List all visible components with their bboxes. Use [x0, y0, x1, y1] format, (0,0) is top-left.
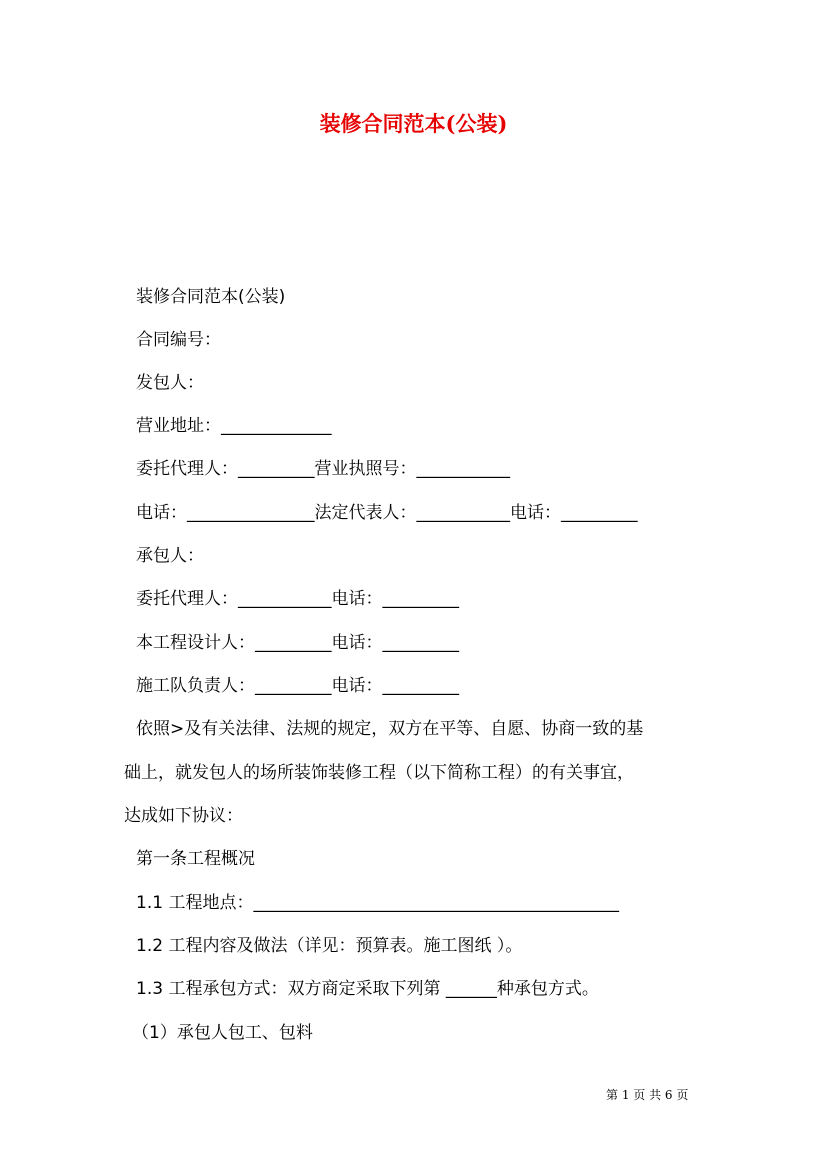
contract-heading: 装修合同范本(公装) [136, 287, 286, 307]
preamble-line-2: 础上，就发包人的场所装饰装修工程（以下简称工程）的有关事宜， [124, 763, 634, 783]
page-number: 第 1 页 共 6 页 [606, 1088, 689, 1102]
client-line: 发包人： [136, 373, 204, 393]
article-1-heading: 第一条工程概况 [136, 849, 255, 869]
team-leader-line: 施工队负责人：_________电话：_________ [136, 676, 459, 696]
phone-legal-rep-line: 电话：_______________法定代表人：___________电话：_________ [136, 503, 638, 523]
designer-line: 本工程设计人：_________电话：_________ [136, 633, 459, 653]
clause-1-3: 1.3 工程承包方式：双方商定采取下列第 ______种承包方式。 [136, 979, 599, 999]
clause-1-1: 1.1 工程地点：___________________________________________ [136, 893, 619, 913]
client-agent-license-line: 委托代理人：_________营业执照号：___________ [136, 459, 510, 479]
clause-1-2: 1.2 工程内容及做法（详见：预算表。施工图纸 ）。 [136, 936, 523, 956]
clause-option-1: （1）承包人包工、包料 [132, 1023, 313, 1043]
document-title: 装修合同范本(公装) [319, 111, 508, 136]
contract-number-line: 合同编号： [136, 330, 221, 350]
contractor-line: 承包人： [136, 546, 204, 566]
preamble-line-3: 达成如下协议： [124, 806, 243, 826]
preamble-line-1: 依照>及有关法律、法规的规定，双方在平等、自愿、协商一致的基 [136, 719, 644, 739]
business-address-line: 营业地址：_____________ [136, 416, 332, 436]
contractor-agent-line: 委托代理人：___________电话：_________ [136, 589, 459, 609]
